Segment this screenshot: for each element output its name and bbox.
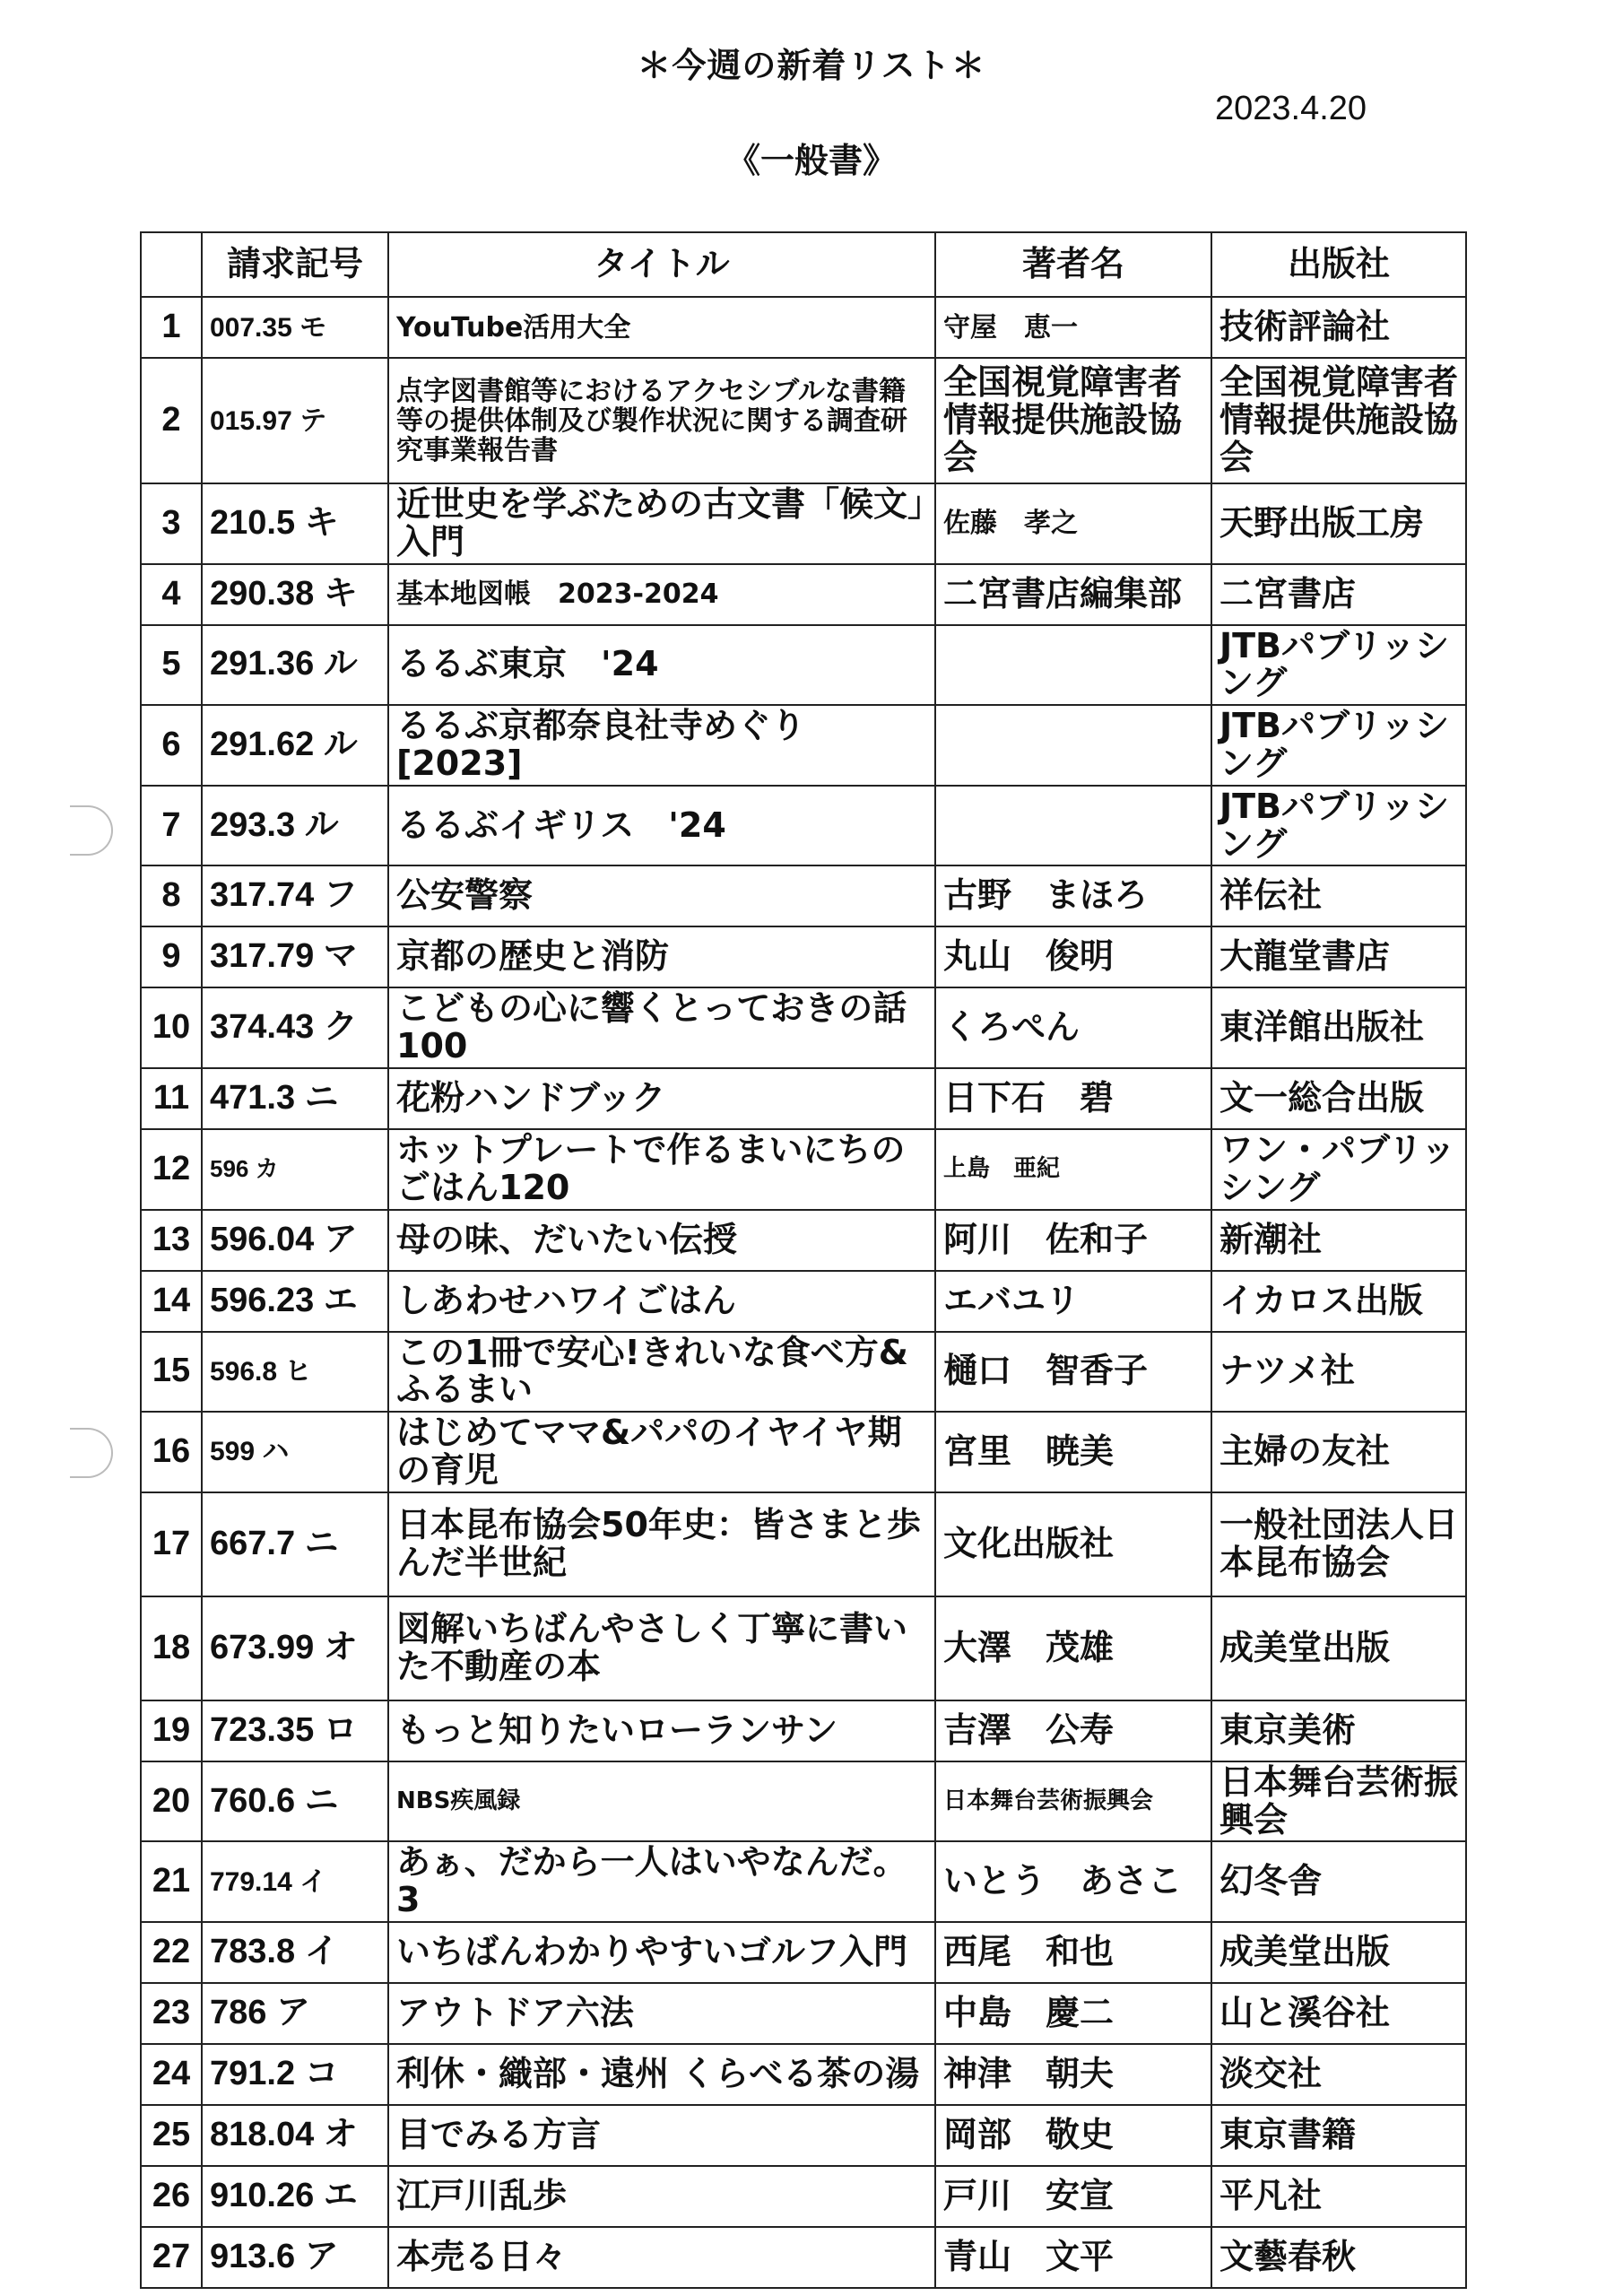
call-number: 779.14 イ [202,1841,388,1922]
row-number: 23 [141,1983,202,2044]
table-row [141,705,1466,786]
row-number: 12 [141,1129,202,1210]
book-publisher: 技術評論社 [1211,297,1466,358]
book-author: 中島 慶二 [935,1983,1211,2044]
book-publisher: 文藝春秋 [1211,2227,1466,2288]
book-author: 全国視覚障害者情報提供施設協会 [935,358,1211,483]
book-title: 本売る日々 [388,2227,935,2288]
book-publisher: 平凡社 [1211,2166,1466,2227]
row-number: 21 [141,1841,202,1922]
book-title: YouTube活用大全 [388,297,935,358]
book-author: 上島 亜紀 [935,1129,1211,1210]
row-number: 17 [141,1492,202,1596]
book-publisher: 天野出版工房 [1211,483,1466,564]
table-row [141,786,1466,866]
book-author: 佐藤 孝之 [935,483,1211,564]
book-title: 公安警察 [388,865,935,926]
book-author: エバユリ [935,1271,1211,1332]
book-publisher: ナツメ社 [1211,1332,1466,1413]
book-author: いとう あさこ [935,1841,1211,1922]
call-number: 791.2 コ [202,2044,388,2105]
table-row [141,483,1466,564]
row-number: 27 [141,2227,202,2288]
col-header-author: 著者名 [935,232,1211,297]
book-author: 吉澤 公寿 [935,1700,1211,1761]
table-row [141,1596,1466,1700]
table-row [141,1271,1466,1332]
row-number: 19 [141,1700,202,1761]
book-publisher: 二宮書店 [1211,564,1466,625]
table-header-row [141,232,1466,297]
table-row [141,1983,1466,2044]
book-author: 青山 文平 [935,2227,1211,2288]
book-title: はじめてママ&パパのイヤイヤ期の育児 [388,1412,935,1492]
book-title: アウトドア六法 [388,1983,935,2044]
book-publisher: 新潮社 [1211,1210,1466,1271]
book-author: 岡部 敬史 [935,2105,1211,2166]
book-title: 目でみる方言 [388,2105,935,2166]
book-author: 神津 朝夫 [935,2044,1211,2105]
table-row [141,1210,1466,1271]
book-title: 図解いちばんやさしく丁寧に書いた不動産の本 [388,1596,935,1700]
call-number: 291.62 ル [202,705,388,786]
row-number: 20 [141,1761,202,1842]
book-author [935,625,1211,706]
call-number: 818.04 オ [202,2105,388,2166]
book-title: 母の味、だいたい伝授 [388,1210,935,1271]
book-title: るるぶ東京 '24 [388,625,935,706]
call-number: 673.99 オ [202,1596,388,1700]
book-title: もっと知りたいローランサン [388,1700,935,1761]
table-row [141,865,1466,926]
book-author: 二宮書店編集部 [935,564,1211,625]
book-publisher: 大龍堂書店 [1211,926,1466,987]
col-header-publisher: 出版社 [1211,232,1466,297]
table-row [141,1492,1466,1596]
book-title: しあわせハワイごはん [388,1271,935,1332]
book-title: 日本昆布協会50年史：皆さまと歩んだ半世紀 [388,1492,935,1596]
table-row [141,1412,1466,1492]
book-publisher: 成美堂出版 [1211,1922,1466,1983]
book-author: 丸山 俊明 [935,926,1211,987]
table-body [141,297,1466,2288]
call-number: 783.8 イ [202,1922,388,1983]
book-publisher: 一般社団法人日本昆布協会 [1211,1492,1466,1596]
table-row [141,564,1466,625]
row-number: 3 [141,483,202,564]
book-author: 日下石 碧 [935,1068,1211,1129]
table-row [141,297,1466,358]
book-publisher: 成美堂出版 [1211,1596,1466,1700]
book-title: あぁ、だから一人はいやなんだ。 3 [388,1841,935,1922]
table-row [141,987,1466,1068]
row-number: 11 [141,1068,202,1129]
book-publisher: 幻冬舎 [1211,1841,1466,1922]
book-publisher: 東洋館出版社 [1211,987,1466,1068]
row-number: 10 [141,987,202,1068]
call-number: 596.23 エ [202,1271,388,1332]
book-author: 大澤 茂雄 [935,1596,1211,1700]
punch-hole [70,805,113,856]
book-title: 基本地図帳 2023-2024 [388,564,935,625]
call-number: 210.5 キ [202,483,388,564]
table-row [141,926,1466,987]
book-publisher: ワン・パブリッシング [1211,1129,1466,1210]
book-publisher: 東京書籍 [1211,2105,1466,2166]
row-number: 13 [141,1210,202,1271]
book-author: 西尾 和也 [935,1922,1211,1983]
book-title: NBS疾風録 [388,1761,935,1842]
book-publisher: 日本舞台芸術振興会 [1211,1761,1466,1842]
book-author: 戸川 安宣 [935,2166,1211,2227]
call-number: 291.36 ル [202,625,388,706]
row-number: 1 [141,297,202,358]
col-header-call-number: 請求記号 [202,232,388,297]
row-number: 15 [141,1332,202,1413]
book-publisher: 全国視覚障害者情報提供施設協会 [1211,358,1466,483]
table-row [141,2227,1466,2288]
row-number: 18 [141,1596,202,1700]
call-number: 374.43 ク [202,987,388,1068]
call-number: 599 ハ [202,1412,388,1492]
call-number: 596 カ [202,1129,388,1210]
call-number: 290.38 キ [202,564,388,625]
table-row [141,1332,1466,1413]
book-title: 近世史を学ぶための古文書「候文」入門 [388,483,935,564]
book-author: 文化出版社 [935,1492,1211,1596]
table-row [141,1129,1466,1210]
row-number: 24 [141,2044,202,2105]
book-publisher: 主婦の友社 [1211,1412,1466,1492]
call-number: 786 ア [202,1983,388,2044]
col-header-title: タイトル [388,232,935,297]
row-number: 26 [141,2166,202,2227]
book-author: 守屋 恵一 [935,297,1211,358]
punch-hole [70,1428,113,1478]
page-title: ＊今週の新着リスト＊ [637,46,986,85]
book-publisher: 祥伝社 [1211,865,1466,926]
row-number: 25 [141,2105,202,2166]
book-publisher: 山と溪谷社 [1211,1983,1466,2044]
book-author: くろぺん [935,987,1211,1068]
call-number: 760.6 ニ [202,1761,388,1842]
call-number: 667.7 ニ [202,1492,388,1596]
book-title: 利休・織部・遠州 くらべる茶の湯 [388,2044,935,2105]
table-row [141,1841,1466,1922]
call-number: 471.3 ニ [202,1068,388,1129]
table-row [141,1068,1466,1129]
book-publisher: 東京美術 [1211,1700,1466,1761]
call-number: 007.35 モ [202,297,388,358]
book-author [935,786,1211,866]
call-number: 293.3 ル [202,786,388,866]
row-number: 4 [141,564,202,625]
book-title: るるぶイギリス '24 [388,786,935,866]
book-publisher: 文一総合出版 [1211,1068,1466,1129]
col-header-no [141,232,202,297]
row-number: 16 [141,1412,202,1492]
call-number: 317.74 フ [202,865,388,926]
table-row [141,2044,1466,2105]
table-row [141,2105,1466,2166]
book-title: 京都の歴史と消防 [388,926,935,987]
row-number: 14 [141,1271,202,1332]
call-number: 910.26 エ [202,2166,388,2227]
row-number: 22 [141,1922,202,1983]
new-arrivals-table [140,231,1467,2289]
book-title: こどもの心に響くとっておきの話100 [388,987,935,1068]
call-number: 317.79 マ [202,926,388,987]
table-row [141,1922,1466,1983]
book-title: いちばんわかりやすいゴルフ入門 [388,1922,935,1983]
table-row [141,625,1466,706]
book-publisher: JTBパブリッシング [1211,786,1466,866]
book-author: 日本舞台芸術振興会 [935,1761,1211,1842]
book-title: 江戸川乱歩 [388,2166,935,2227]
book-author: 宮里 暁美 [935,1412,1211,1492]
row-number: 8 [141,865,202,926]
book-author [935,705,1211,786]
book-author: 阿川 佐和子 [935,1210,1211,1271]
table-row [141,1700,1466,1761]
row-number: 5 [141,625,202,706]
book-publisher: 淡交社 [1211,2044,1466,2105]
book-title: この1冊で安心!きれいな食べ方&ふるまい [388,1332,935,1413]
book-title: 花粉ハンドブック [388,1068,935,1129]
book-author: 樋口 智香子 [935,1332,1211,1413]
list-date: 2023.4.20 [1215,90,1367,127]
book-publisher: JTBパブリッシング [1211,705,1466,786]
table-row [141,1761,1466,1842]
row-number: 2 [141,358,202,483]
book-publisher: JTBパブリッシング [1211,625,1466,706]
table-row [141,2166,1466,2227]
row-number: 7 [141,786,202,866]
book-title: 点字図書館等におけるアクセシブルな書籍等の提供体制及び製作状況に関する調査研究事業報告書 [388,358,935,483]
row-number: 9 [141,926,202,987]
row-number: 6 [141,705,202,786]
call-number: 596.8 ヒ [202,1332,388,1413]
call-number: 015.97 テ [202,358,388,483]
book-author: 古野 まほろ [935,865,1211,926]
book-publisher: イカロス出版 [1211,1271,1466,1332]
call-number: 596.04 ア [202,1210,388,1271]
book-title: るるぶ京都奈良社寺めぐり [2023] [388,705,935,786]
book-title: ホットプレートで作るまいにちのごはん120 [388,1129,935,1210]
call-number: 723.35 ロ [202,1700,388,1761]
table-row [141,358,1466,483]
category-heading: 《一般書》 [725,141,897,180]
call-number: 913.6 ア [202,2227,388,2288]
